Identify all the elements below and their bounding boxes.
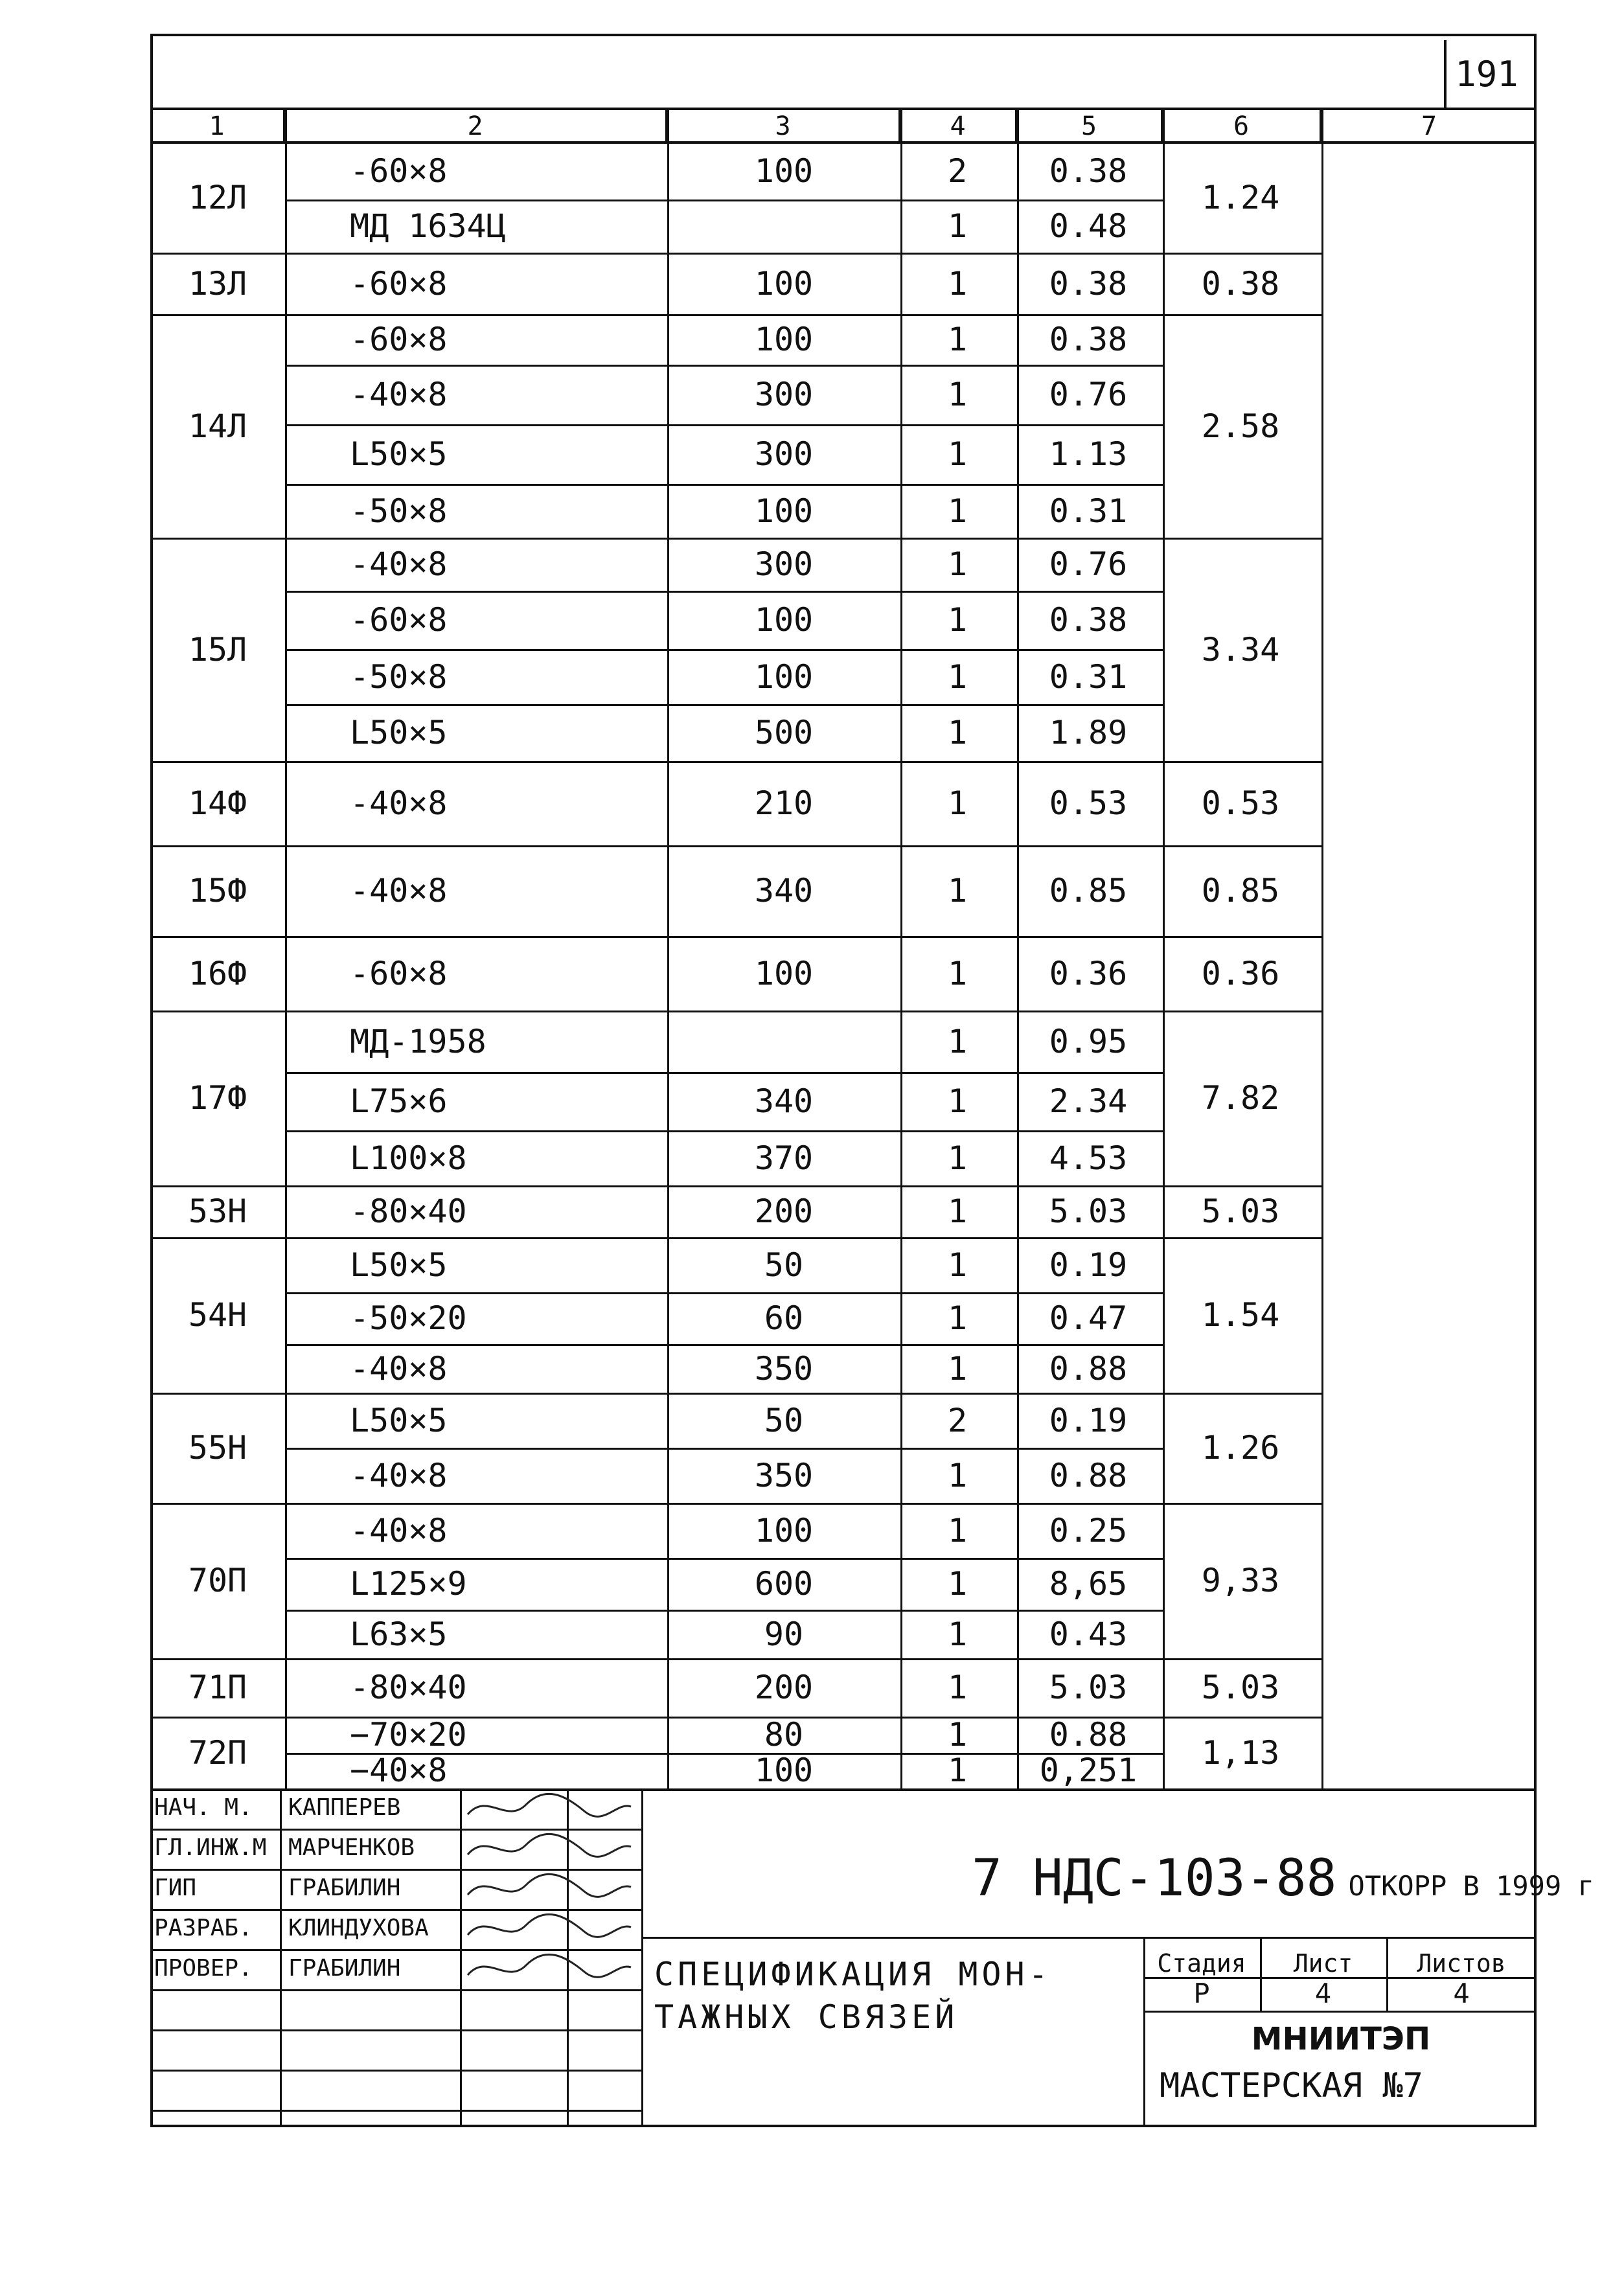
stage-label: Стадия: [1157, 1949, 1246, 1978]
group-total: 1.54: [1201, 1296, 1280, 1334]
row-length: 300: [754, 545, 814, 583]
row-profile: -50×20: [350, 1299, 467, 1337]
col-header-6: 6: [1163, 110, 1321, 143]
stamp-col-date: [641, 1788, 643, 2127]
row-qty: 1: [947, 545, 968, 583]
group-total: 0.36: [1201, 954, 1280, 992]
row-length: 350: [754, 1456, 814, 1494]
row-qty: 1: [947, 1752, 968, 1790]
row-length: 100: [754, 1752, 814, 1790]
col-line-1: [285, 108, 287, 1788]
row-length: 200: [754, 1669, 814, 1706]
group-total: 0.53: [1201, 784, 1280, 822]
stamp-title-line: [641, 1937, 1537, 1939]
row-profile: -60×8: [350, 152, 448, 190]
signature-mark: [461, 1829, 636, 1867]
col-line-6: [1321, 108, 1323, 1788]
row-profile: -50×8: [350, 657, 448, 696]
row-length: 100: [754, 152, 814, 190]
col-header-3: 3: [667, 110, 900, 143]
row-length: 100: [754, 492, 814, 530]
row-length: 100: [754, 601, 814, 639]
row-mass: 5.03: [1049, 1193, 1128, 1230]
row-length: 100: [754, 264, 814, 303]
signature-mark: [461, 1949, 636, 1988]
organization: МНИИТЭП: [1251, 2021, 1431, 2057]
row-length: 300: [754, 376, 814, 413]
row-qty: 1: [947, 1349, 968, 1388]
row-qty: 1: [947, 657, 968, 696]
group-mark: 17Ф: [188, 1079, 247, 1117]
row-qty: 1: [947, 376, 968, 413]
row-profile: L100×8: [350, 1139, 467, 1177]
row-qty: 1: [947, 1669, 968, 1706]
stamp-role: ПРОВЕР.: [154, 1954, 253, 1981]
row-mass: 0.19: [1049, 1246, 1128, 1284]
row-profile: -80×40: [350, 1669, 467, 1706]
stamp-name: ГРАБИЛИН: [288, 1954, 401, 1981]
row-mass: 0.48: [1049, 207, 1128, 245]
sheets-label: Листов: [1417, 1949, 1506, 1978]
row-qty: 2: [947, 1401, 968, 1439]
row-qty: 1: [947, 1139, 968, 1177]
row-qty: 1: [947, 1511, 968, 1549]
row-profile: -60×8: [350, 954, 448, 992]
row-mass: 0.85: [1049, 872, 1128, 909]
row-profile: -40×8: [350, 1349, 448, 1388]
row-mass: 8,65: [1049, 1565, 1128, 1603]
row-mass: 1.13: [1049, 435, 1128, 473]
row-qty: 1: [947, 1246, 968, 1284]
group-mark: 14Л: [188, 407, 247, 445]
row-profile: МД-1958: [350, 1022, 486, 1060]
row-qty: 1: [947, 207, 968, 245]
row-mass: 0.88: [1049, 1456, 1128, 1494]
row-mass: 0.36: [1049, 954, 1128, 992]
row-mass: 0.88: [1049, 1715, 1128, 1753]
stamp-row-line: [150, 2110, 641, 2112]
group-total: 1,13: [1201, 1733, 1280, 1772]
row-qty: 1: [947, 784, 968, 822]
row-length: 340: [754, 1082, 814, 1120]
stamp-row-line: [150, 2029, 641, 2031]
group-mark: 14Ф: [188, 784, 247, 822]
group-mark: 53Н: [188, 1193, 247, 1230]
row-mass: 0,251: [1039, 1752, 1138, 1790]
row-qty: 1: [947, 1615, 968, 1653]
stamp-row-line: [150, 1909, 641, 1911]
row-profile: L63×5: [350, 1615, 448, 1653]
row-mass: 0.31: [1049, 492, 1128, 530]
group-total: 5.03: [1201, 1193, 1280, 1230]
group-mark: 15Ф: [188, 872, 247, 909]
row-qty: 1: [947, 435, 968, 473]
row-profile: −70×20: [350, 1715, 467, 1753]
sheet-value: 4: [1314, 1977, 1332, 2009]
group-total: 3.34: [1201, 630, 1280, 668]
row-mass: 0.95: [1049, 1022, 1128, 1060]
group-total: 0.38: [1201, 264, 1280, 303]
row-profile: L50×5: [350, 1401, 448, 1439]
row-length: [667, 1011, 900, 1072]
row-profile: -40×8: [350, 872, 448, 909]
stamp-name: КЛИНДУХОВА: [288, 1914, 429, 1941]
row-length: 100: [754, 321, 814, 358]
group-total: 1.26: [1201, 1429, 1280, 1467]
row-mass: 0.38: [1049, 152, 1128, 190]
row-mass: 0.19: [1049, 1401, 1128, 1439]
stamp-row-line: [150, 1829, 641, 1831]
row-qty: 1: [947, 954, 968, 992]
group-mark: 15Л: [188, 630, 247, 668]
row-length: 50: [764, 1246, 804, 1284]
document-title-line1: СПЕЦИФИКАЦИЯ МОН-: [654, 1956, 1052, 1993]
group-mark: 16Ф: [188, 954, 247, 992]
row-mass: 0.76: [1049, 545, 1128, 583]
row-profile: -60×8: [350, 264, 448, 303]
document-title-line2: ТАЖНЫХ СВЯЗЕЙ: [654, 1998, 959, 2036]
row-length: 100: [754, 1511, 814, 1549]
row-profile: -80×40: [350, 1193, 467, 1230]
row-length: 600: [754, 1565, 814, 1603]
row-mass: 5.03: [1049, 1669, 1128, 1706]
row-qty: 1: [947, 601, 968, 639]
stamp-role: ГИП: [154, 1874, 197, 1901]
sheets-value: 4: [1453, 1977, 1470, 2009]
row-mass: 0.53: [1049, 784, 1128, 822]
group-mark: 70П: [188, 1562, 247, 1599]
row-profile: -50×8: [350, 492, 448, 530]
row-length: 370: [754, 1139, 814, 1177]
row-qty: 1: [947, 264, 968, 303]
row-qty: 1: [947, 1565, 968, 1603]
row-profile: −40×8: [350, 1752, 448, 1790]
sheet-label: Лист: [1293, 1949, 1353, 1978]
row-mass: 0.31: [1049, 657, 1128, 696]
row-profile: МД 1634Ц: [350, 207, 506, 245]
row-length: 60: [764, 1299, 804, 1337]
group-total: 5.03: [1201, 1669, 1280, 1706]
signature-mark: [461, 1909, 636, 1948]
stamp-row-line: [150, 1989, 641, 1991]
row-mass: 0.76: [1049, 376, 1128, 413]
group-mark: 55Н: [188, 1429, 247, 1467]
group-mark: 54Н: [188, 1296, 247, 1334]
document-code: [972, 1849, 1594, 1908]
correction-note: ОТКОРР В 1999 г: [1348, 1870, 1594, 1902]
row-length: 500: [754, 714, 814, 751]
col-header-2: 2: [285, 110, 667, 143]
row-mass: 1.89: [1049, 714, 1128, 751]
stamp-row-line: [150, 1869, 641, 1871]
row-qty: 1: [947, 1456, 968, 1494]
row-qty: 1: [947, 1082, 968, 1120]
row-length: 210: [754, 784, 814, 822]
row-profile: L50×5: [350, 1246, 448, 1284]
row-mass: 0.38: [1049, 601, 1128, 639]
row-profile: -60×8: [350, 601, 448, 639]
row-length: 350: [754, 1349, 814, 1388]
row-mass: 0.38: [1049, 321, 1128, 358]
row-length: 50: [764, 1401, 804, 1439]
row-length: 100: [754, 954, 814, 992]
row-qty: 1: [947, 321, 968, 358]
group-total: 9,33: [1201, 1562, 1280, 1599]
col-header-5: 5: [1017, 110, 1163, 143]
row-profile: L50×5: [350, 435, 448, 473]
row-qty: 1: [947, 1022, 968, 1060]
row-profile: -40×8: [350, 784, 448, 822]
row-qty: 1: [947, 492, 968, 530]
row-qty: 1: [947, 872, 968, 909]
row-mass: 0.43: [1049, 1615, 1128, 1653]
row-qty: 1: [947, 1193, 968, 1230]
stamp-row-line: [150, 2070, 641, 2072]
row-length: [667, 200, 900, 253]
stamp-role: РАЗРАБ.: [154, 1914, 253, 1941]
group-total: 1.24: [1201, 179, 1280, 216]
signature-mark: [461, 1788, 636, 1827]
group-mark: 13Л: [188, 264, 247, 303]
stamp-row-line: [150, 1949, 641, 1951]
row-profile: L50×5: [350, 714, 448, 751]
row-length: 300: [754, 435, 814, 473]
stamp-name: МАРЧЕНКОВ: [288, 1834, 415, 1861]
stamp-role: ГЛ.ИНЖ.М: [154, 1834, 267, 1861]
document-title: [654, 1953, 1052, 2038]
row-length: 200: [754, 1193, 814, 1230]
stamp-info-val-line: [1143, 2011, 1537, 2013]
stamp-name: КАППЕРЕВ: [288, 1794, 401, 1821]
stamp-name: ГРАБИЛИН: [288, 1874, 401, 1901]
stamp-col-role: [280, 1788, 282, 2127]
row-profile: -40×8: [350, 376, 448, 413]
row-profile: -40×8: [350, 1456, 448, 1494]
col-header-7: 7: [1421, 111, 1437, 141]
row-qty: 1: [947, 1299, 968, 1337]
row-mass: 0.25: [1049, 1511, 1128, 1549]
row-qty: 1: [947, 1715, 968, 1753]
row-profile: -60×8: [350, 321, 448, 358]
row-qty: 1: [947, 714, 968, 751]
row-profile: L125×9: [350, 1565, 467, 1603]
row-length: 80: [764, 1715, 804, 1753]
row-mass: 0.88: [1049, 1349, 1128, 1388]
group-total: 2.58: [1201, 407, 1280, 445]
signature-mark: [461, 1869, 636, 1908]
group-mark: 12Л: [188, 179, 247, 216]
group-mark: 71П: [188, 1669, 247, 1706]
group-total: 7.82: [1201, 1079, 1280, 1117]
workshop: МАСТЕРСКАЯ №7: [1160, 2066, 1423, 2105]
row-profile: -40×8: [350, 545, 448, 583]
col-header-4: 4: [900, 110, 1017, 143]
row-length: 340: [754, 872, 814, 909]
row-profile: -40×8: [350, 1511, 448, 1549]
stamp-role: НАЧ. М.: [154, 1794, 253, 1821]
row-length: 100: [754, 657, 814, 696]
stage-value: Р: [1193, 1977, 1210, 2009]
col-header-1: 1: [150, 110, 285, 143]
row-mass: 0.38: [1049, 264, 1128, 303]
group-total: 0.85: [1201, 872, 1280, 909]
group-mark: 72П: [188, 1733, 247, 1772]
sheet-number: 191: [1444, 40, 1527, 110]
document-code-text: 7 НДС-103-88: [972, 1849, 1337, 1908]
row-mass: 0.47: [1049, 1299, 1128, 1337]
row-mass: 2.34: [1049, 1082, 1128, 1120]
row-mass: 4.53: [1049, 1139, 1128, 1177]
row-length: 90: [764, 1615, 804, 1653]
row-qty: 2: [947, 152, 968, 190]
row-profile: L75×6: [350, 1082, 448, 1120]
